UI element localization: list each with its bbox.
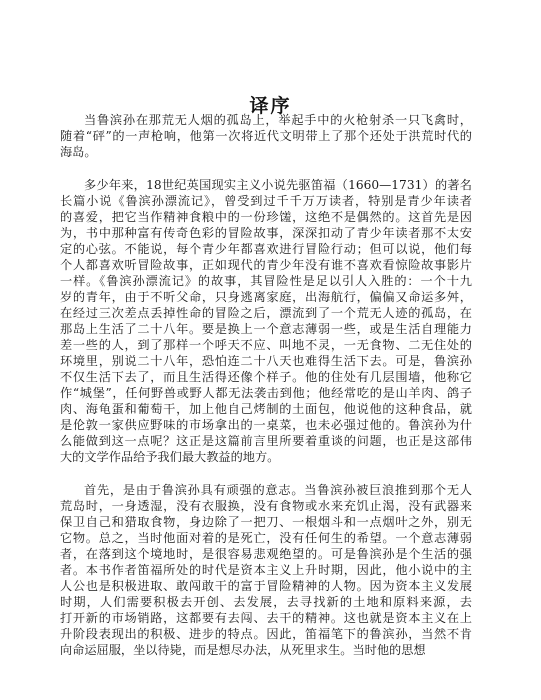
text-line: 环境里，别说二十八年，恐怕连二十八天也难得生活下去。可是，鲁滨孙	[60, 354, 472, 368]
text-line: 海岛。	[60, 145, 97, 159]
text-line: 荒岛时，一身透湿，没有衣服换，没有食物或水来充饥止渴，没有武器来	[60, 499, 472, 513]
text-line: 么能做到这一点呢？这正是这篇前言里所要着重谈的问题，也正是这部伟	[60, 434, 472, 448]
paragraph-3	[60, 482, 472, 658]
paragraph-1	[60, 112, 472, 160]
text-line: 那岛上生活了二十八年。要是换上一个意志薄弱一些，或是生活自理能力	[60, 322, 472, 336]
text-line: 的喜爱，把它当作精神食粮中的一份珍馐，这绝不是偶然的。这首先是因	[60, 210, 472, 224]
text-line: 定的心弦。不能说，每个青少年都喜欢进行冒险行动；但可以说，他们每	[60, 242, 472, 256]
document-body	[60, 112, 472, 675]
text-line: 时期，人们需要积极去开创、去发展，去寻找新的土地和原料来源，去	[60, 595, 472, 609]
text-line: 保卫自己和猎取食物，身边除了一把刀、一根烟斗和一点烟叶之外，别无	[60, 515, 472, 529]
text-line: 人公也是积极进取、敢闯敢干的富于冒险精神的人物。因为资本主义发展	[60, 579, 472, 593]
text-line: 岁的青年，由于不听父命，只身逃离家庭，出海航行，偏偏又命运多舛，	[60, 290, 472, 304]
text-line: 个人都喜欢听冒险故事，正如现代的青少年没有谁不喜欢看惊险故事影片	[60, 258, 472, 272]
text-line: 为，书中那种富有传奇色彩的冒险故事，深深扣动了青少年读者那不太安	[60, 226, 472, 240]
text-line: 随着“砰”的一声枪响，他第一次将近代文明带上了那个还处于洪荒时代的	[60, 129, 472, 143]
text-line: 者，在落到这个境地时，是很容易悲观绝望的。可是鲁滨孙是个生活的强	[60, 547, 472, 561]
text-line: 作“城堡”，任何野兽或野人都无法袭击到他；他经常吃的是山羊肉、鸽子	[60, 386, 472, 400]
text-line: 向命运屈服，坐以待毙，而是想尽办法，从死里求生。当时他的思想	[60, 643, 426, 657]
text-line: 它物。总之，当时他面对着的是死亡，没有任何生的希望。一个意志薄弱	[60, 531, 472, 545]
text-line: 升阶段表现出的积极、进步的特点。因此，笛福笔下的鲁滨孙，当然不肯	[60, 627, 472, 641]
text-line: 多少年来，18世纪英国现实主义小说先驱笛福（1660—1731）的著名	[84, 178, 472, 192]
paragraph-2	[60, 177, 472, 465]
text-line: 一样。《鲁滨孙漂流记》的故事，其冒险性是足以引人入胜的：一个十九	[60, 274, 472, 288]
text-line: 肉、海龟蛋和葡萄干，加上他自己烤制的土面包，他说他的这种食品，就	[60, 402, 472, 416]
text-line: 者。本书作者笛福所处的时代是资本主义上升时期，因此，他小说中的主	[60, 563, 472, 577]
text-line: 在经过三次差点丢掉性命的冒险之后，漂流到了一个荒无人迹的孤岛，在	[60, 306, 472, 320]
text-line: 大的文学作品给予我们最大教益的地方。	[60, 450, 280, 464]
text-line: 当鲁滨孙在那荒无人烟的孤岛上，举起手中的火枪射杀一只飞禽时，	[84, 113, 472, 127]
text-line: 打开新的市场销路，这都要有去闯、去干的精神。这也就是资本主义在上	[60, 611, 472, 625]
text-line: 是伦敦一家供应野味的市场拿出的一桌菜，也未必强过他的。鲁滨孙为什	[60, 418, 472, 432]
text-line: 差一些的人，到了那样一个呼天不应、叫地不灵，一无食物、二无住处的	[60, 338, 472, 352]
text-line: 首先，是由于鲁滨孙具有顽强的意志。当鲁滨孙被巨浪推到那个无人	[84, 483, 472, 497]
text-line: 不仅生活下去了，而且生活得还像个样子。他的住处有几层围墙，他称它	[60, 370, 472, 384]
page-title: 译序	[249, 94, 292, 117]
text-line: 长篇小说《鲁滨孙漂流记》，曾受到过千千万万读者，特别是青少年读者	[60, 194, 472, 208]
